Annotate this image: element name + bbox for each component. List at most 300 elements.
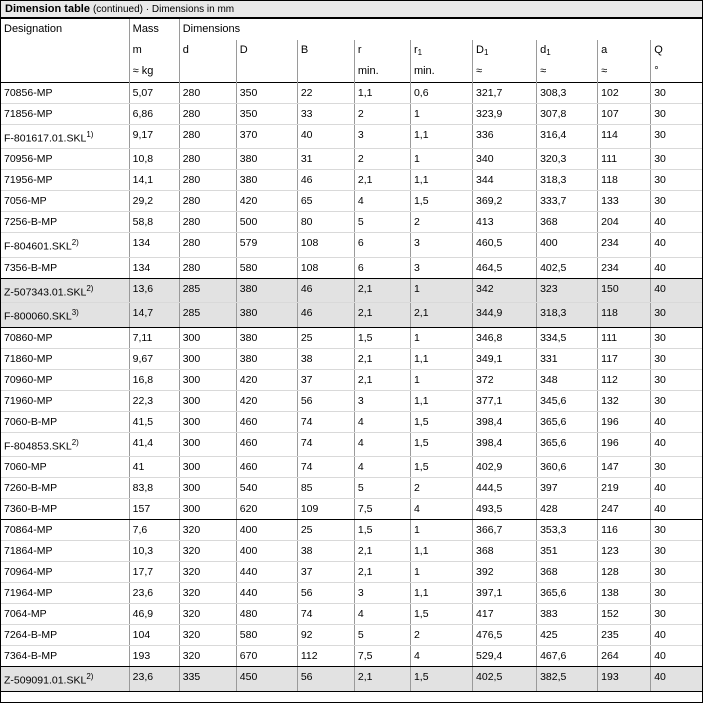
- cell-d1: 402,5: [537, 257, 598, 278]
- header-col-r: r: [354, 40, 410, 61]
- header-col-a: a: [598, 40, 651, 61]
- table-row: [1, 191, 702, 212]
- cell-a: 102: [598, 82, 651, 103]
- page-title-bar: [1, 1, 702, 19]
- cell-d: 280: [179, 82, 236, 103]
- cell-d1: 365,6: [537, 432, 598, 457]
- cell-d1: 308,3: [537, 82, 598, 103]
- cell-D: 580: [236, 625, 297, 646]
- cell-D: 540: [236, 478, 297, 499]
- cell-mass: 17,7: [129, 562, 179, 583]
- cell-r: 4: [354, 604, 410, 625]
- cell-d1: 351: [537, 541, 598, 562]
- cell-r: 2,1: [354, 541, 410, 562]
- cell-r1: 1,5: [410, 667, 472, 692]
- cell-D: 460: [236, 432, 297, 457]
- cell-r1: 1: [410, 520, 472, 541]
- cell-r: 3: [354, 583, 410, 604]
- cell-r: 2,1: [354, 667, 410, 692]
- cell-d: 300: [179, 390, 236, 411]
- cell-designation: 71864-MP: [1, 541, 129, 562]
- table-row: [1, 369, 702, 390]
- cell-D1: 392: [473, 562, 537, 583]
- cell-r: 7,5: [354, 499, 410, 520]
- cell-designation: 70860-MP: [1, 327, 129, 348]
- cell-D1: 417: [473, 604, 537, 625]
- cell-d1: 316,4: [537, 124, 598, 149]
- cell-a: 111: [598, 327, 651, 348]
- cell-designation: 7264-B-MP: [1, 625, 129, 646]
- cell-r1: 2,1: [410, 303, 472, 328]
- cell-a: 196: [598, 432, 651, 457]
- cell-Q: 40: [651, 667, 702, 692]
- cell-B: 108: [297, 233, 354, 258]
- cell-D1: 344: [473, 170, 537, 191]
- cell-d1: 353,3: [537, 520, 598, 541]
- cell-D: 579: [236, 233, 297, 258]
- table-row: [1, 124, 702, 149]
- cell-Q: 30: [651, 82, 702, 103]
- cell-d1: 334,5: [537, 327, 598, 348]
- cell-a: 133: [598, 191, 651, 212]
- header-unit-B: [297, 61, 354, 82]
- cell-d: 300: [179, 327, 236, 348]
- table-body: [1, 82, 702, 691]
- cell-D1: 340: [473, 149, 537, 170]
- cell-r: 1,5: [354, 327, 410, 348]
- table-row: [1, 432, 702, 457]
- cell-designation: 7064-MP: [1, 604, 129, 625]
- cell-d1: 348: [537, 369, 598, 390]
- footnote-marker: 3): [71, 308, 79, 317]
- cell-B: 40: [297, 124, 354, 149]
- cell-r1: 2: [410, 625, 472, 646]
- table-row: [1, 303, 702, 328]
- cell-d: 300: [179, 478, 236, 499]
- cell-designation: 71960-MP: [1, 390, 129, 411]
- cell-D: 460: [236, 457, 297, 478]
- cell-Q: 40: [651, 411, 702, 432]
- cell-d1: 425: [537, 625, 598, 646]
- cell-B: 33: [297, 103, 354, 124]
- cell-r: 2,1: [354, 278, 410, 303]
- cell-d1: 400: [537, 233, 598, 258]
- cell-d: 280: [179, 124, 236, 149]
- cell-r1: 0,6: [410, 82, 472, 103]
- cell-d1: 345,6: [537, 390, 598, 411]
- cell-mass: 104: [129, 625, 179, 646]
- cell-B: 108: [297, 257, 354, 278]
- cell-designation: 70864-MP: [1, 520, 129, 541]
- cell-B: 56: [297, 667, 354, 692]
- cell-r: 1,1: [354, 82, 410, 103]
- table-row: [1, 149, 702, 170]
- cell-designation: 7360-B-MP: [1, 499, 129, 520]
- cell-D1: 464,5: [473, 257, 537, 278]
- cell-a: 204: [598, 212, 651, 233]
- cell-D1: 398,4: [473, 432, 537, 457]
- cell-D1: 366,7: [473, 520, 537, 541]
- cell-Q: 30: [651, 124, 702, 149]
- cell-r: 2: [354, 149, 410, 170]
- cell-d1: 365,6: [537, 411, 598, 432]
- header-designation-spacer-2: [1, 61, 129, 82]
- cell-r1: 4: [410, 646, 472, 667]
- cell-B: 46: [297, 303, 354, 328]
- cell-B: 109: [297, 499, 354, 520]
- cell-d: 280: [179, 191, 236, 212]
- page-title: Dimension table: [5, 3, 90, 15]
- table-row: [1, 278, 702, 303]
- header-col-d: d: [179, 40, 236, 61]
- table-row: [1, 478, 702, 499]
- header-unit-D1: ≈: [473, 61, 537, 82]
- cell-a: 112: [598, 369, 651, 390]
- cell-a: 234: [598, 257, 651, 278]
- cell-B: 22: [297, 82, 354, 103]
- cell-Q: 40: [651, 233, 702, 258]
- cell-D: 380: [236, 170, 297, 191]
- cell-designation: 7060-MP: [1, 457, 129, 478]
- cell-d: 280: [179, 257, 236, 278]
- cell-r1: 1,5: [410, 191, 472, 212]
- cell-a: 128: [598, 562, 651, 583]
- table-row: [1, 170, 702, 191]
- cell-designation: F-801617.01.SKL$^{1)}$: [1, 124, 129, 149]
- cell-B: 112: [297, 646, 354, 667]
- cell-D1: 377,1: [473, 390, 537, 411]
- cell-d: 280: [179, 212, 236, 233]
- header-dimensions-group: Dimensions: [182, 23, 241, 35]
- cell-B: 25: [297, 520, 354, 541]
- cell-B: 37: [297, 562, 354, 583]
- cell-designation: 70956-MP: [1, 149, 129, 170]
- cell-d: 320: [179, 625, 236, 646]
- cell-B: 46: [297, 278, 354, 303]
- cell-mass: 16,8: [129, 369, 179, 390]
- cell-designation: 71956-MP: [1, 170, 129, 191]
- cell-D1: 397,1: [473, 583, 537, 604]
- cell-Q: 30: [651, 327, 702, 348]
- cell-D: 420: [236, 369, 297, 390]
- cell-B: 46: [297, 170, 354, 191]
- cell-r: 4: [354, 411, 410, 432]
- cell-a: 118: [598, 170, 651, 191]
- header-unit-D: [236, 61, 297, 82]
- table-row: [1, 257, 702, 278]
- cell-r1: 2: [410, 212, 472, 233]
- cell-Q: 30: [651, 604, 702, 625]
- header-unit-Q: °: [654, 65, 659, 77]
- cell-Q: 30: [651, 103, 702, 124]
- cell-D: 620: [236, 499, 297, 520]
- cell-Q: 30: [651, 149, 702, 170]
- table-row: [1, 348, 702, 369]
- cell-r1: 4: [410, 499, 472, 520]
- cell-designation: 71856-MP: [1, 103, 129, 124]
- cell-D1: 349,1: [473, 348, 537, 369]
- cell-r1: 1,1: [410, 583, 472, 604]
- footnote-marker: 2): [71, 437, 79, 447]
- cell-d: 300: [179, 499, 236, 520]
- cell-d1: 320,3: [537, 149, 598, 170]
- cell-d: 280: [179, 233, 236, 258]
- cell-a: 147: [598, 457, 651, 478]
- cell-D1: 402,5: [473, 667, 537, 692]
- cell-D1: 413: [473, 212, 537, 233]
- cell-mass: 22,3: [129, 390, 179, 411]
- cell-designation: 71964-MP: [1, 583, 129, 604]
- cell-r: 4: [354, 191, 410, 212]
- cell-D: 480: [236, 604, 297, 625]
- cell-a: 138: [598, 583, 651, 604]
- header-mass-unit: ≈ kg: [129, 61, 179, 82]
- cell-B: 85: [297, 478, 354, 499]
- cell-designation: F-800060.SKL$^{3)}$: [1, 303, 129, 328]
- cell-D: 440: [236, 583, 297, 604]
- cell-d: 280: [179, 103, 236, 124]
- cell-d1: 307,8: [537, 103, 598, 124]
- header-unit-d: [179, 61, 236, 82]
- cell-a: 123: [598, 541, 651, 562]
- cell-mass: 6,86: [129, 103, 179, 124]
- cell-r1: 1: [410, 278, 472, 303]
- header-designation: Designation: [1, 19, 129, 40]
- cell-r: 6: [354, 257, 410, 278]
- header-col-D1: $D_1$: [473, 40, 537, 61]
- cell-d1: 368: [537, 562, 598, 583]
- table-header-row-1: [1, 19, 702, 40]
- cell-r: 2,1: [354, 348, 410, 369]
- cell-mass: 134: [129, 233, 179, 258]
- cell-d: 320: [179, 562, 236, 583]
- cell-designation: 7356-B-MP: [1, 257, 129, 278]
- cell-a: 234: [598, 233, 651, 258]
- cell-designation: Z-507343.01.SKL$^{2)}$: [1, 278, 129, 303]
- cell-mass: 41: [129, 457, 179, 478]
- cell-D: 450: [236, 667, 297, 692]
- cell-d1: 428: [537, 499, 598, 520]
- cell-Q: 30: [651, 520, 702, 541]
- cell-d1: 383: [537, 604, 598, 625]
- cell-designation: Z-509091.01.SKL$^{2)}$: [1, 667, 129, 692]
- cell-d1: 382,5: [537, 667, 598, 692]
- header-col-d1: $d_1$: [537, 40, 598, 61]
- cell-mass: 9,67: [129, 348, 179, 369]
- cell-mass: 23,6: [129, 667, 179, 692]
- cell-d: 300: [179, 411, 236, 432]
- cell-a: 107: [598, 103, 651, 124]
- cell-mass: 14,7: [129, 303, 179, 328]
- cell-r1: 1: [410, 369, 472, 390]
- cell-Q: 30: [651, 369, 702, 390]
- cell-Q: 30: [651, 583, 702, 604]
- cell-d: 280: [179, 149, 236, 170]
- cell-D: 500: [236, 212, 297, 233]
- cell-d1: 365,6: [537, 583, 598, 604]
- cell-d1: 360,6: [537, 457, 598, 478]
- table-row: [1, 646, 702, 667]
- cell-r: 5: [354, 625, 410, 646]
- table-row: [1, 499, 702, 520]
- cell-d: 320: [179, 541, 236, 562]
- cell-mass: 134: [129, 257, 179, 278]
- cell-a: 116: [598, 520, 651, 541]
- cell-r: 2,1: [354, 562, 410, 583]
- cell-D1: 372: [473, 369, 537, 390]
- cell-r: 2,1: [354, 170, 410, 191]
- header-mass: Mass: [129, 19, 179, 40]
- cell-d: 320: [179, 583, 236, 604]
- cell-D1: 369,2: [473, 191, 537, 212]
- cell-d1: 397: [537, 478, 598, 499]
- cell-B: 74: [297, 411, 354, 432]
- cell-D1: 368: [473, 541, 537, 562]
- cell-D: 400: [236, 520, 297, 541]
- cell-B: 38: [297, 541, 354, 562]
- cell-D1: 476,5: [473, 625, 537, 646]
- cell-mass: 41,4: [129, 432, 179, 457]
- cell-mass: 10,3: [129, 541, 179, 562]
- cell-r: 2,1: [354, 369, 410, 390]
- table-header-row-3: [1, 61, 702, 82]
- cell-designation: 71860-MP: [1, 348, 129, 369]
- cell-d: 300: [179, 369, 236, 390]
- cell-D1: 493,5: [473, 499, 537, 520]
- cell-d1: 323: [537, 278, 598, 303]
- cell-r: 2,1: [354, 303, 410, 328]
- cell-r: 1,5: [354, 520, 410, 541]
- header-mass-symbol: m: [129, 40, 179, 61]
- dimension-table: [1, 19, 702, 692]
- cell-Q: 40: [651, 625, 702, 646]
- cell-D1: 402,9: [473, 457, 537, 478]
- cell-D: 400: [236, 541, 297, 562]
- table-row: [1, 541, 702, 562]
- cell-r: 4: [354, 457, 410, 478]
- cell-r: 4: [354, 432, 410, 457]
- cell-d: 320: [179, 604, 236, 625]
- cell-mass: 7,11: [129, 327, 179, 348]
- cell-designation: 70960-MP: [1, 369, 129, 390]
- table-header-row-2: [1, 40, 702, 61]
- cell-d1: 368: [537, 212, 598, 233]
- cell-D1: 344,9: [473, 303, 537, 328]
- cell-D: 580: [236, 257, 297, 278]
- cell-r1: 2: [410, 478, 472, 499]
- cell-r: 7,5: [354, 646, 410, 667]
- cell-D1: 342: [473, 278, 537, 303]
- cell-Q: 40: [651, 499, 702, 520]
- cell-r: 3: [354, 124, 410, 149]
- cell-a: 193: [598, 667, 651, 692]
- cell-mass: 5,07: [129, 82, 179, 103]
- cell-r1: 1,5: [410, 457, 472, 478]
- cell-B: 74: [297, 604, 354, 625]
- header-note-r: min.: [354, 61, 410, 82]
- cell-r: 5: [354, 212, 410, 233]
- cell-d1: 318,3: [537, 303, 598, 328]
- cell-D1: 323,9: [473, 103, 537, 124]
- cell-r1: 1: [410, 149, 472, 170]
- cell-r1: 1: [410, 103, 472, 124]
- cell-r: 5: [354, 478, 410, 499]
- cell-Q: 40: [651, 257, 702, 278]
- cell-B: 65: [297, 191, 354, 212]
- cell-d: 280: [179, 170, 236, 191]
- footnote-marker: 1): [86, 129, 94, 139]
- cell-mass: 29,2: [129, 191, 179, 212]
- cell-r1: 3: [410, 233, 472, 258]
- cell-d: 285: [179, 303, 236, 328]
- cell-r1: 1,1: [410, 541, 472, 562]
- cell-r1: 1: [410, 562, 472, 583]
- table-row: [1, 520, 702, 541]
- cell-a: 117: [598, 348, 651, 369]
- table-row: [1, 667, 702, 692]
- cell-D: 440: [236, 562, 297, 583]
- cell-d: 320: [179, 646, 236, 667]
- cell-r1: 1,5: [410, 432, 472, 457]
- cell-a: 118: [598, 303, 651, 328]
- cell-mass: 7,6: [129, 520, 179, 541]
- cell-a: 235: [598, 625, 651, 646]
- cell-mass: 9,17: [129, 124, 179, 149]
- table-row: [1, 327, 702, 348]
- cell-Q: 30: [651, 390, 702, 411]
- cell-B: 31: [297, 149, 354, 170]
- table-row: [1, 103, 702, 124]
- cell-designation: 7060-B-MP: [1, 411, 129, 432]
- cell-r1: 1,5: [410, 411, 472, 432]
- cell-a: 114: [598, 124, 651, 149]
- cell-Q: 30: [651, 541, 702, 562]
- cell-a: 196: [598, 411, 651, 432]
- cell-B: 92: [297, 625, 354, 646]
- cell-d1: 331: [537, 348, 598, 369]
- cell-Q: 40: [651, 432, 702, 457]
- cell-mass: 58,8: [129, 212, 179, 233]
- cell-a: 111: [598, 149, 651, 170]
- table-row: [1, 390, 702, 411]
- cell-mass: 10,8: [129, 149, 179, 170]
- header-col-r1: $r_1$: [410, 40, 472, 61]
- cell-Q: 30: [651, 170, 702, 191]
- cell-D: 350: [236, 82, 297, 103]
- cell-B: 56: [297, 390, 354, 411]
- header-unit-a: ≈: [598, 61, 651, 82]
- cell-a: 264: [598, 646, 651, 667]
- cell-designation: 7260-B-MP: [1, 478, 129, 499]
- cell-mass: 193: [129, 646, 179, 667]
- footnote-marker: 2): [86, 672, 94, 681]
- cell-D: 420: [236, 390, 297, 411]
- cell-mass: 13,6: [129, 278, 179, 303]
- cell-D: 370: [236, 124, 297, 149]
- cell-mass: 23,6: [129, 583, 179, 604]
- table-row: [1, 583, 702, 604]
- cell-B: 56: [297, 583, 354, 604]
- header-designation-spacer: [1, 40, 129, 61]
- cell-d: 300: [179, 457, 236, 478]
- cell-B: 25: [297, 327, 354, 348]
- cell-a: 150: [598, 278, 651, 303]
- cell-r1: 1,1: [410, 390, 472, 411]
- cell-d: 300: [179, 348, 236, 369]
- cell-d: 335: [179, 667, 236, 692]
- cell-mass: 46,9: [129, 604, 179, 625]
- cell-B: 80: [297, 212, 354, 233]
